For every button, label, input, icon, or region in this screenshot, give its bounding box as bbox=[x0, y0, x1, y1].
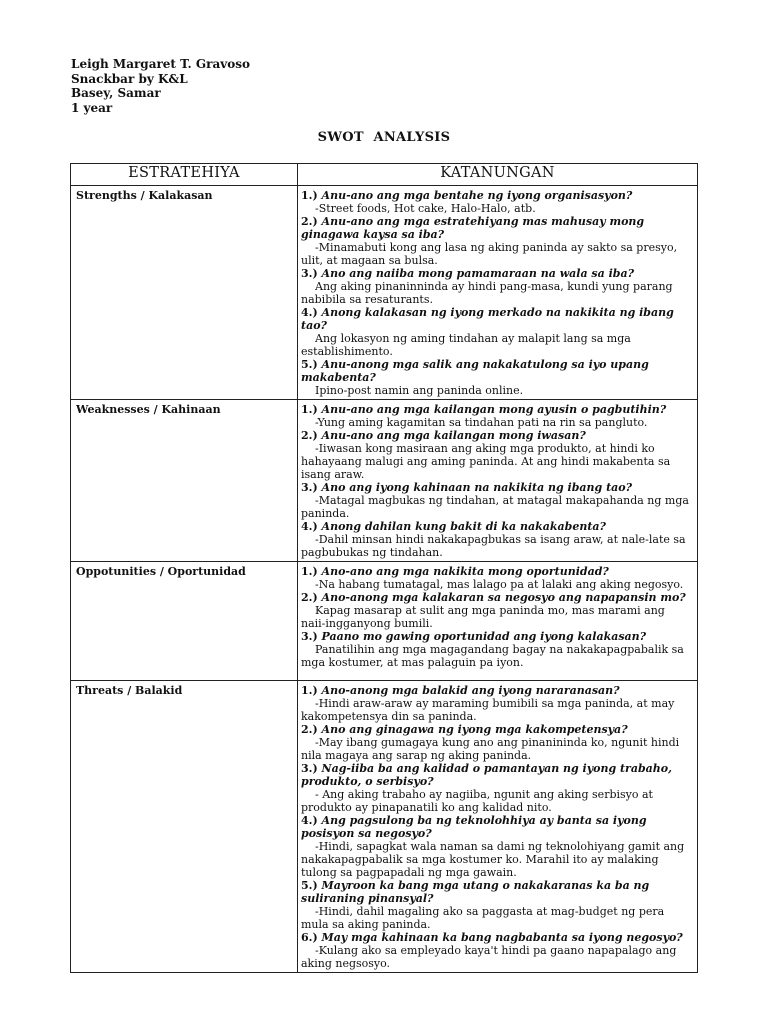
row-content bbox=[298, 186, 698, 400]
answer-text: -Iiwasan kong masiraan ang aking mga produkto, at hindi ko hahayaang malugi ang aming paninda. At ang hindi makabenta sa isang araw. bbox=[301, 442, 671, 481]
answer-text: -Hindi araw-araw ay maraming bumibili sa mga paninda, at may kakompetensya din sa paninda. bbox=[301, 697, 675, 723]
table-row bbox=[71, 186, 698, 400]
row-content bbox=[298, 400, 698, 562]
swot-table bbox=[70, 163, 698, 973]
row-label: Oppotunities / Oportunidad bbox=[71, 562, 298, 681]
question-number: 4.) bbox=[301, 520, 318, 533]
question-text: Ano ang iyong kahinaan na nakikita ng ibang tao? bbox=[321, 481, 633, 494]
question bbox=[301, 931, 692, 944]
table-row bbox=[71, 681, 698, 973]
answer-text: -Na habang tumatagal, mas lalago pa at lalaki ang aking negosyo. bbox=[315, 578, 684, 591]
row-label: Strengths / Kalakasan bbox=[71, 186, 298, 400]
author-name: Leigh Margaret T. Gravoso bbox=[71, 57, 250, 71]
question-number: 1.) bbox=[301, 189, 318, 202]
question-number: 3.) bbox=[301, 481, 318, 494]
question bbox=[301, 403, 692, 416]
question bbox=[301, 429, 692, 442]
table-row bbox=[71, 562, 698, 681]
answer-text: -Minamabuti kong ang lasa ng aking paninda ay sakto sa presyo, ulit, at magaan sa bulsa. bbox=[301, 241, 678, 267]
question-number: 6.) bbox=[301, 931, 318, 944]
question bbox=[301, 565, 692, 578]
question-text: May mga kahinaan ka bang nagbabanta sa iyong negosyo? bbox=[321, 931, 683, 944]
answer-text: -Kulang ako sa empleyado kaya't hindi pa gaano napapalago ang aking negsosyo. bbox=[301, 944, 677, 970]
answer-text: -May ibang gumagaya kung ano ang pinanininda ko, ngunit hindi nila magaya ang sarap ng aking paninda. bbox=[301, 736, 680, 762]
table-header-row bbox=[71, 164, 698, 186]
answer-text: Ang aking pinaninninda ay hindi pang-masa, kundi yung parang nabibila sa resaturants. bbox=[301, 280, 673, 306]
question-text: Paano mo gawing oportunidad ang iyong kalakasan? bbox=[321, 630, 647, 643]
question bbox=[301, 481, 692, 494]
answer-text: -Hindi, sapagkat wala naman sa dami ng teknolohiyang gamit ang nakakapagpabalik sa mga kostumer ko. Marahil ito ay malaking tulong sa pagpapadali ng mga gawain. bbox=[301, 840, 685, 879]
question bbox=[301, 358, 692, 384]
answer-text: Ang lokasyon ng aming tindahan ay malapit lang sa mga establishimento. bbox=[301, 332, 631, 358]
question-text: Anu-ano ang mga kailangan mong ayusin o pagbutihin? bbox=[321, 403, 667, 416]
answer-text: -Matagal magbukas ng tindahan, at matagal makapahanda ng mga paninda. bbox=[301, 494, 689, 520]
question-number: 2.) bbox=[301, 591, 318, 604]
question bbox=[301, 591, 692, 604]
question bbox=[301, 306, 692, 332]
question-number: 4.) bbox=[301, 306, 318, 319]
business-name: Snackbar by K&L bbox=[71, 71, 188, 86]
question-number: 1.) bbox=[301, 684, 318, 697]
question-number: 2.) bbox=[301, 723, 318, 736]
document-header bbox=[71, 57, 250, 115]
question-text: Ano-ano ang mga nakikita mong oportunidad? bbox=[321, 565, 609, 578]
question-text: Anu-ano ang mga bentahe ng iyong organisasyon? bbox=[321, 189, 633, 202]
answer-text: - Ang aking trabaho ay nagiiba, ngunit ang aking serbisyo at produkto ay pinapanatili ko ang kalidad nito. bbox=[301, 788, 653, 814]
question bbox=[301, 723, 692, 736]
question-number: 3.) bbox=[301, 267, 318, 280]
question bbox=[301, 814, 692, 840]
question bbox=[301, 630, 692, 643]
question-number: 3.) bbox=[301, 630, 318, 643]
row-content bbox=[298, 681, 698, 973]
question-number: 2.) bbox=[301, 429, 318, 442]
answer-text: -Yung aming kagamitan sa tindahan pati na rin sa pangluto. bbox=[315, 416, 648, 429]
question-text: Anu-ano ang mga kailangan mong iwasan? bbox=[321, 429, 586, 442]
question-number: 4.) bbox=[301, 814, 318, 827]
business-duration: 1 year bbox=[71, 100, 113, 115]
question-number: 1.) bbox=[301, 565, 318, 578]
question-number: 5.) bbox=[301, 358, 318, 371]
question bbox=[301, 762, 692, 788]
answer-text: -Dahil minsan hindi nakakapagbukas sa isang araw, at nale-late sa pagbubukas ng tindahan. bbox=[301, 533, 686, 559]
question-text: Mayroon ka bang mga utang o nakakaranas ka ba ng suliraning pinansyal? bbox=[301, 879, 650, 905]
question bbox=[301, 267, 692, 280]
business-location: Basey, Samar bbox=[71, 86, 161, 100]
answer-text: -Street foods, Hot cake, Halo-Halo, atb. bbox=[315, 202, 536, 215]
question-number: 1.) bbox=[301, 403, 318, 416]
question-number: 5.) bbox=[301, 879, 318, 892]
row-content bbox=[298, 562, 698, 681]
question-number: 3.) bbox=[301, 762, 318, 775]
question-text: Anong dahilan kung bakit di ka nakakabenta? bbox=[321, 520, 606, 533]
column-header-questions: KATANUNGAN bbox=[298, 164, 698, 186]
row-label: Weaknesses / Kahinaan bbox=[71, 400, 298, 562]
column-header-strategy: ESTRATEHIYA bbox=[71, 164, 298, 186]
table-row bbox=[71, 400, 698, 562]
answer-text: Panatilihin ang mga magagandang bagay na nakakapagpabalik sa mga kostumer, at mas palaguin pa iyon. bbox=[301, 643, 684, 669]
question-text: Ang pagsulong ba ng teknolohhiya ay banta sa iyong posisyon sa negosyo? bbox=[301, 814, 647, 840]
question-text: Nag-iiba ba ang kalidad o pamantayan ng iyong trabaho, produkto, o serbisyo? bbox=[301, 762, 672, 788]
question bbox=[301, 879, 692, 905]
question-text: Ano ang ginagawa ng iyong mga kakompetensya? bbox=[321, 723, 628, 736]
row-label: Threats / Balakid bbox=[71, 681, 298, 973]
question bbox=[301, 520, 692, 533]
question-text: Ano-anong mga kalakaran sa negosyo ang napapansin mo? bbox=[321, 591, 686, 604]
question-text: Ano ang naiiba mong pamamaraan na wala sa iba? bbox=[321, 267, 635, 280]
answer-text: Kapag masarap at sulit ang mga paninda mo, mas marami ang naii-ingganyong bumili. bbox=[301, 604, 665, 630]
question bbox=[301, 215, 692, 241]
answer-text: -Hindi, dahil magaling ako sa paggasta at mag-budget ng pera mula sa aking paninda. bbox=[301, 905, 665, 931]
swot-body bbox=[71, 186, 698, 973]
question-text: Ano-anong mga balakid ang iyong nararanasan? bbox=[321, 684, 620, 697]
question-text: Anu-anong mga salik ang nakakatulong sa iyo upang makabenta? bbox=[301, 358, 649, 384]
page-title: SWOT ANALYSIS bbox=[317, 130, 451, 145]
question-number: 2.) bbox=[301, 215, 318, 228]
question bbox=[301, 684, 692, 697]
answer-text: Ipino-post namin ang paninda online. bbox=[315, 384, 524, 397]
question bbox=[301, 189, 692, 202]
question-text: Anong kalakasan ng iyong merkado na nakikita ng ibang tao? bbox=[301, 306, 674, 332]
question-text: Anu-ano ang mga estratehiyang mas mahusay mong ginagawa kaysa sa iba? bbox=[301, 215, 645, 241]
